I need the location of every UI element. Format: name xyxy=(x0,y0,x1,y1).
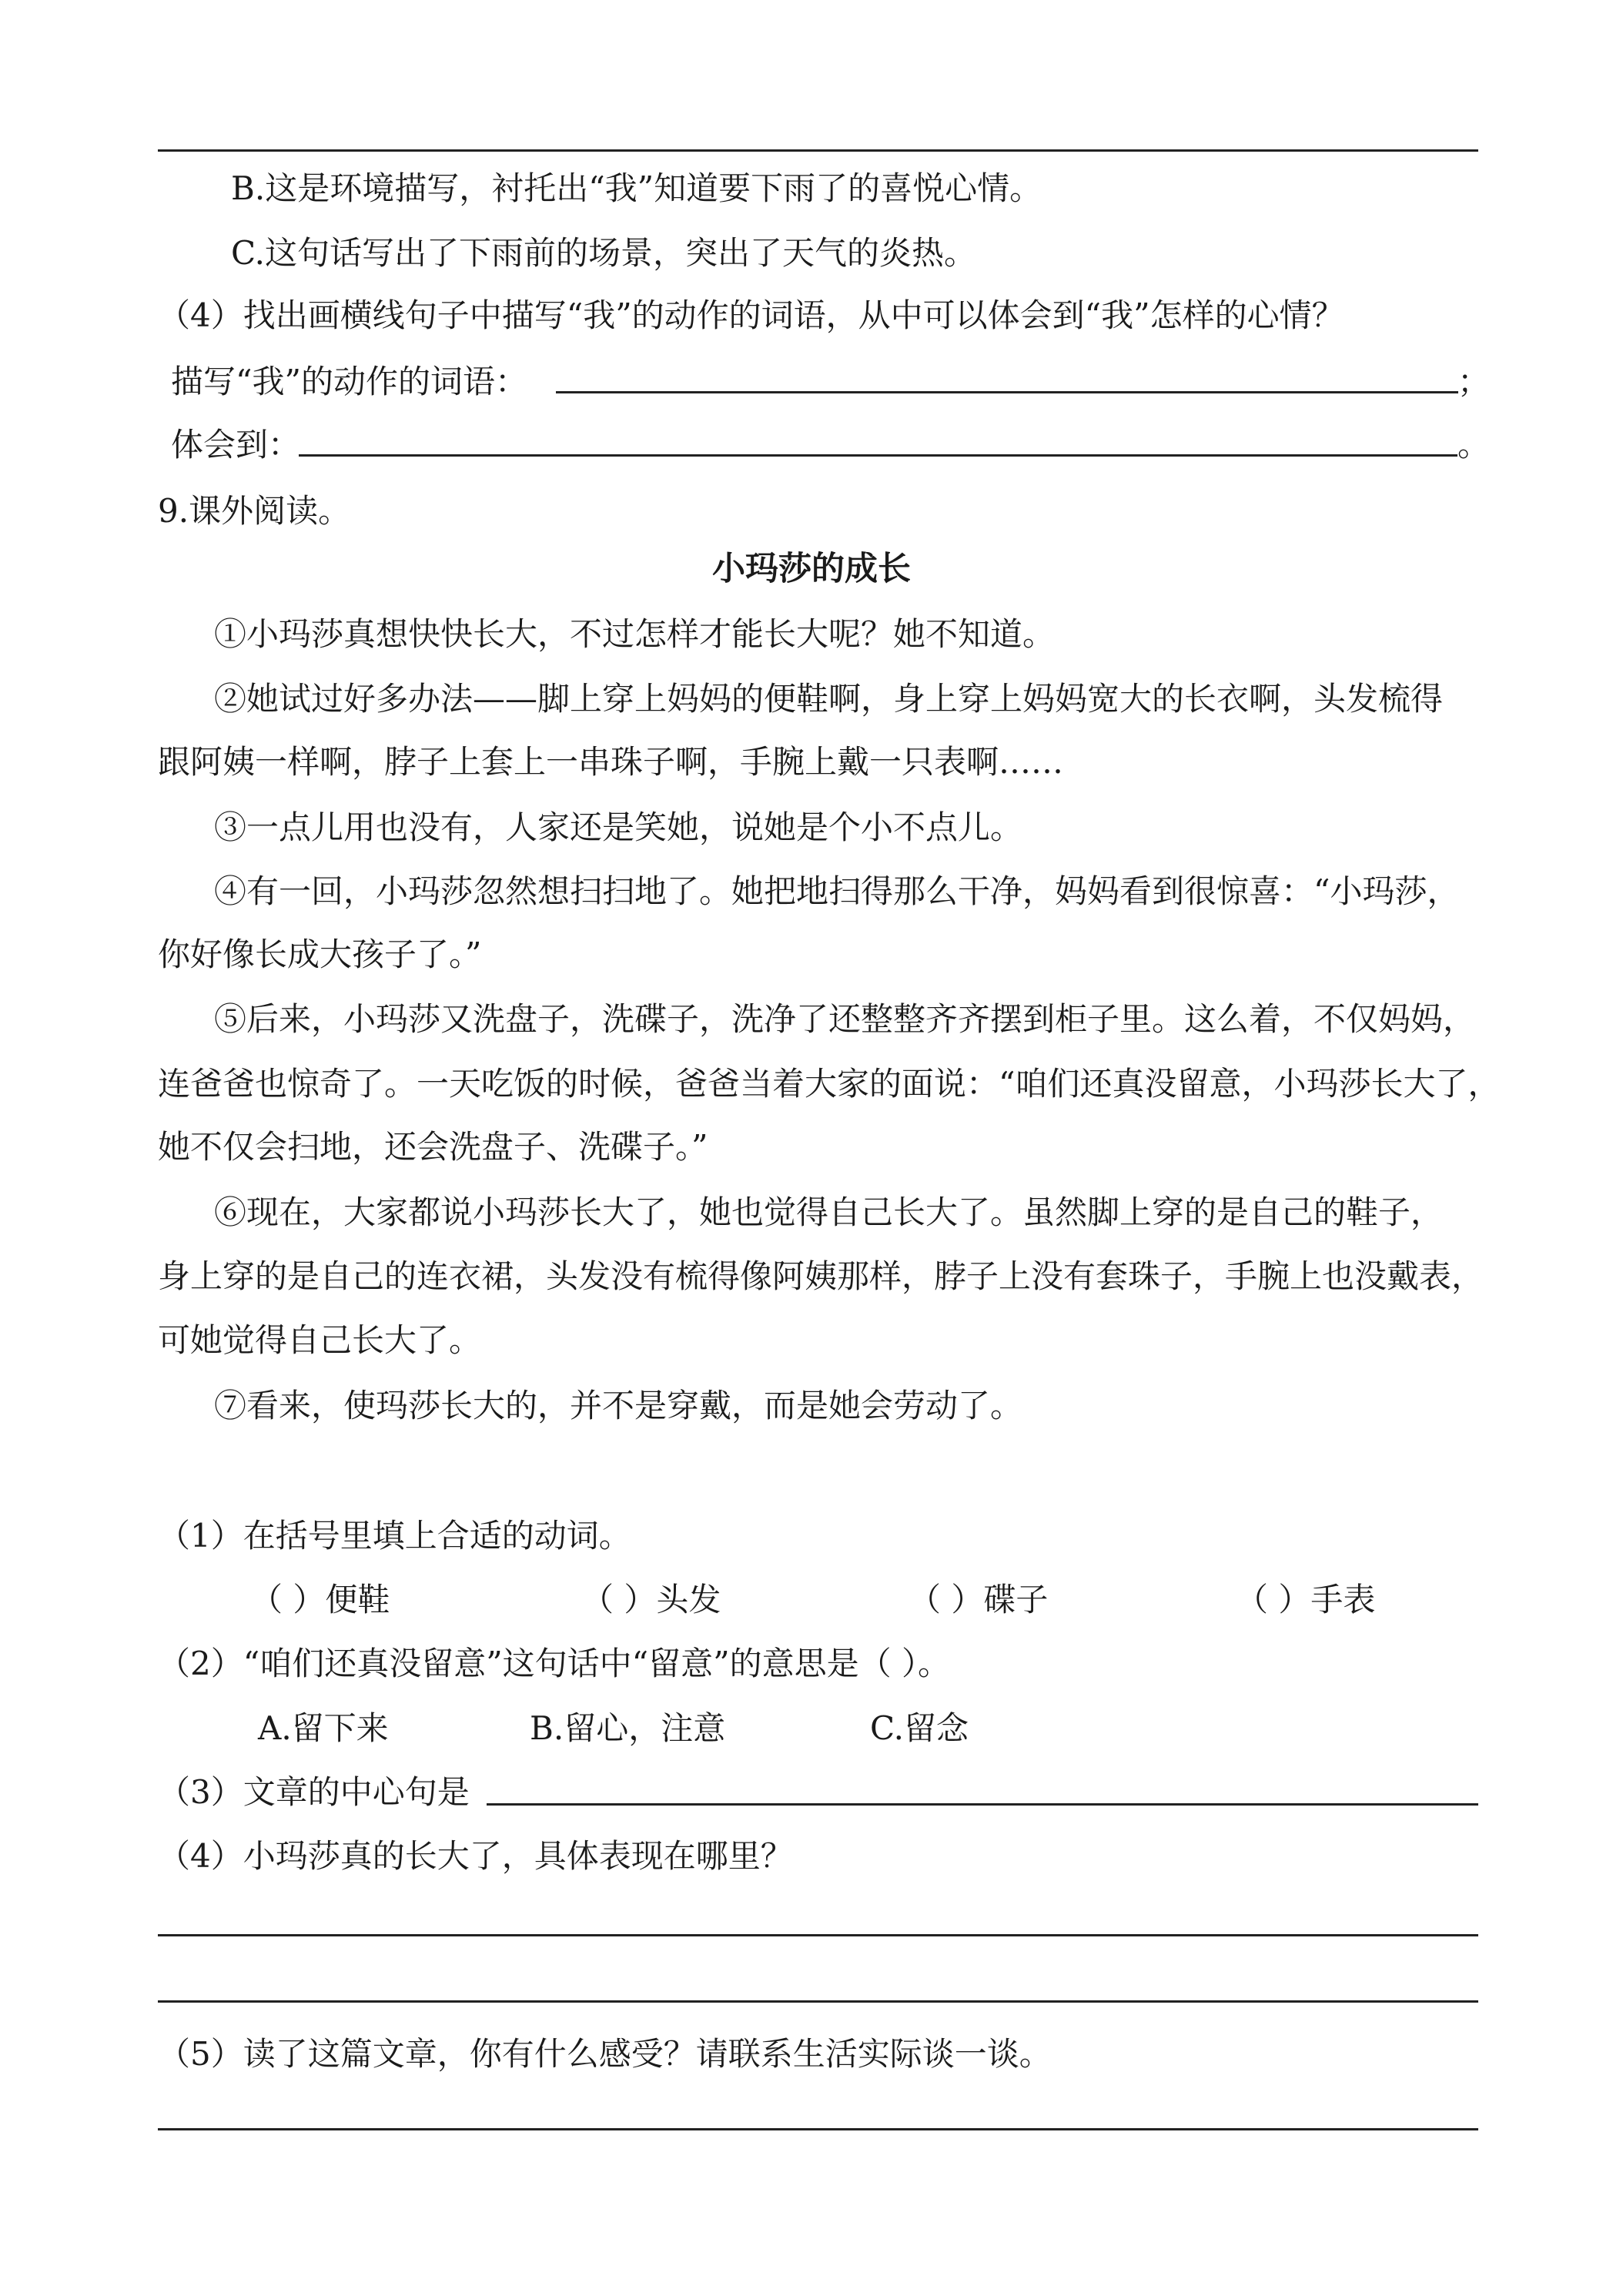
top-rule xyxy=(158,149,1478,152)
paragraph-5-line-2: 连爸爸也惊奇了。一天吃饭的时候，爸爸当着大家的面说：“咱们还真没留意，小玛莎长大了， xyxy=(158,1065,1501,1103)
blank-watch[interactable]: （ ）手表 xyxy=(1236,1581,1376,1618)
verbs-label: 描写“我”的动作的词语： xyxy=(171,363,527,400)
option-c: C.这句话写出了下雨前的场景，突出了天气的炎热。 xyxy=(231,234,976,272)
question-3-prompt: （3）文章的中心句是 xyxy=(158,1773,470,1811)
paragraph-5-line-1: ⑤后来，小玛莎又洗盘子，洗碟子，洗净了还整整齐齐摆到柜子里。这么着，不仅妈妈， xyxy=(214,1000,1476,1038)
central-sentence-answer-line[interactable] xyxy=(487,1803,1478,1806)
option-b: B.这是环境描写，衬托出“我”知道要下雨了的喜悦心情。 xyxy=(231,169,1042,207)
paragraph-5-line-3: 她不仅会扫地，还会洗盘子、洗碟子。” xyxy=(158,1128,708,1166)
paragraph-2-line-1: ②她试过好多办法——脚上穿上妈妈的便鞋啊，身上穿上妈妈宽大的长衣啊，头发梳得 xyxy=(214,680,1444,718)
blank-saucers[interactable]: （ ）碟子 xyxy=(909,1581,1049,1618)
question-5-prompt: （5）读了这篇文章，你有什么感受？请联系生活实际谈一谈。 xyxy=(158,2035,1052,2073)
question-4b-prompt: （4）小玛莎真的长大了，具体表现在哪里？ xyxy=(158,1837,793,1875)
paragraph-6-line-1: ⑥现在，大家都说小玛莎长大了，她也觉得自己长大了。虽然脚上穿的是自己的鞋子， xyxy=(214,1193,1444,1231)
feel-end-punct: 。 xyxy=(1457,426,1491,464)
paragraph-2-line-2: 跟阿姨一样啊，脖子上套上一串珠子啊，手腕上戴一只表啊…… xyxy=(158,743,1064,781)
passage-title: 小玛莎的成长 xyxy=(712,550,911,588)
answer-line-2[interactable] xyxy=(158,2000,1478,2003)
question-4-prompt: （4）找出画横线句子中描写“我”的动作的词语，从中可以体会到“我”怎样的心情？ xyxy=(158,296,1344,334)
section-9-heading: 9.课外阅读。 xyxy=(158,492,351,530)
paragraph-7: ⑦看来，使玛莎长大的，并不是穿戴，而是她会劳动了。 xyxy=(214,1387,1023,1424)
question-2-prompt: （2）“咱们还真没留意”这句话中“留意”的意思是（ ）。 xyxy=(158,1645,950,1682)
answer-line-3[interactable] xyxy=(158,2128,1478,2130)
option-b-notice[interactable]: B.留心，注意 xyxy=(530,1709,726,1747)
blank-slippers[interactable]: （ ）便鞋 xyxy=(250,1581,390,1618)
paragraph-6-line-3: 可她觉得自己长大了。 xyxy=(158,1321,482,1359)
blank-hair[interactable]: （ ）头发 xyxy=(581,1581,721,1618)
verbs-answer-line[interactable] xyxy=(556,391,1458,393)
question-1-prompt: （1）在括号里填上合适的动词。 xyxy=(158,1517,631,1555)
option-c-remember[interactable]: C.留念 xyxy=(870,1709,969,1747)
option-a-keep[interactable]: A.留下来 xyxy=(258,1709,389,1747)
paragraph-4-line-1: ④有一回，小玛莎忽然想扫扫地了。她把地扫得那么干净，妈妈看到很惊喜：“小玛莎， xyxy=(214,872,1460,910)
feel-label: 体会到： xyxy=(171,426,301,464)
paragraph-1: ①小玛莎真想快快长大，不过怎样才能长大呢？她不知道。 xyxy=(214,615,1056,653)
verbs-end-punct: ； xyxy=(1457,363,1491,400)
paragraph-4-line-2: 你好像长成大孩子了。” xyxy=(158,935,482,973)
answer-line-1[interactable] xyxy=(158,1934,1478,1936)
paragraph-3: ③一点儿用也没有，人家还是笑她，说她是个小不点儿。 xyxy=(214,808,1023,846)
feel-answer-line[interactable] xyxy=(299,454,1457,457)
paragraph-6-line-2: 身上穿的是自己的连衣裙，头发没有梳得像阿姨那样，脖子上没有套珠子，手腕上也没戴表， xyxy=(158,1257,1484,1295)
